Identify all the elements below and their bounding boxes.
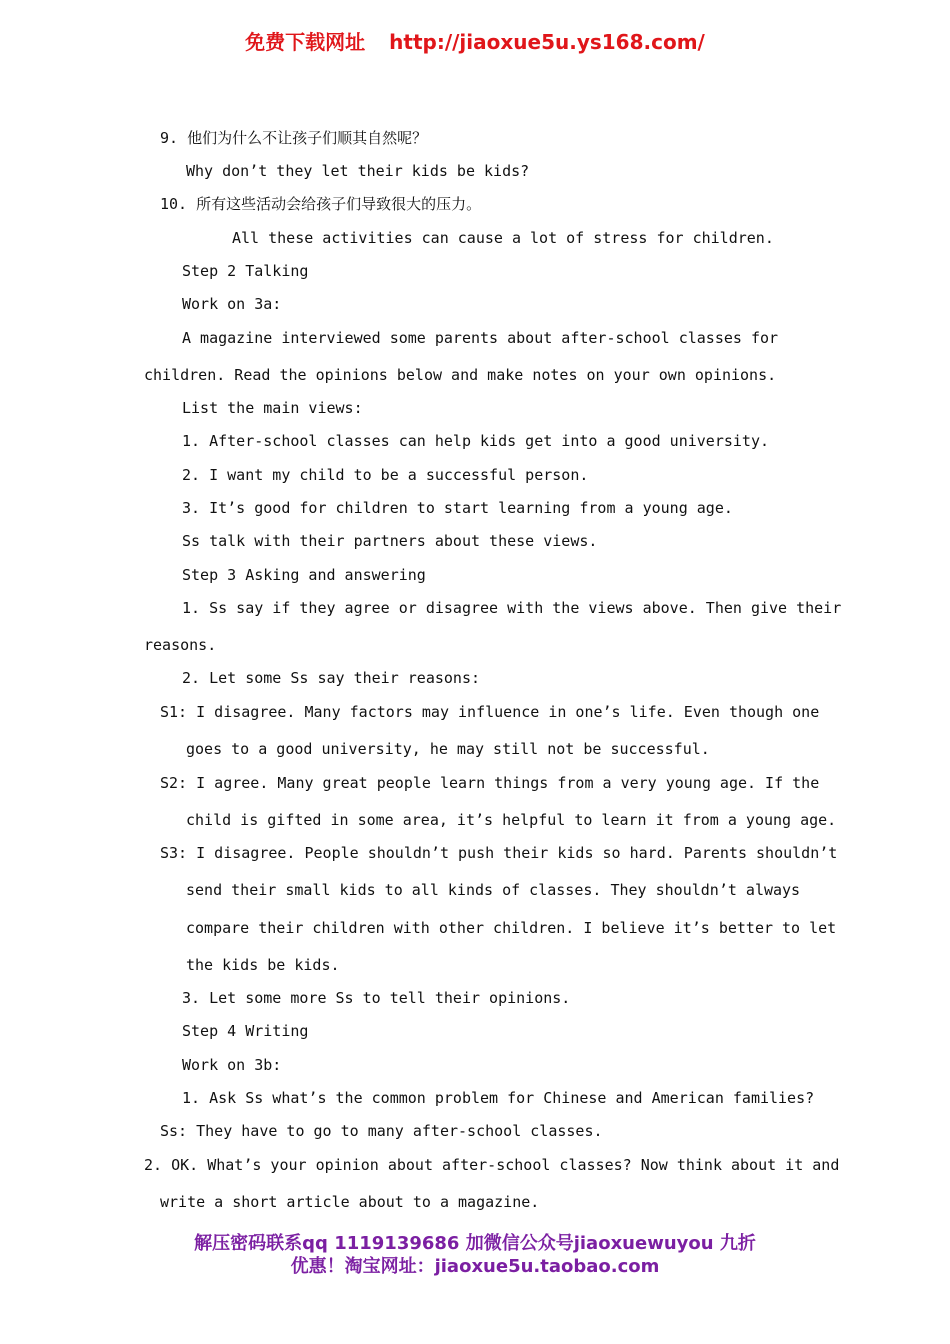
list-item: 1. After-school classes can help kids get into a good university. <box>182 432 769 450</box>
dialogue-line: S3: I disagree. People shouldn’t push their kids so hard. Parents shouldn’t <box>160 844 838 862</box>
dialogue-line: the kids be kids. <box>186 956 340 974</box>
dialogue-line: goes to a good university, he may still not be successful. <box>186 740 710 758</box>
list-item: 1. Ask Ss what’s the common problem for Chinese and American families? <box>182 1089 815 1107</box>
list-item: 1. Ss say if they agree or disagree with the views above. Then give their <box>182 599 842 617</box>
list-item: 3. It’s good for children to start learning from a young age. <box>182 499 733 517</box>
dialogue-line: S1: I disagree. Many factors may influence in one’s life. Even though one <box>160 703 820 721</box>
dialogue-line: send their small kids to all kinds of classes. They shouldn’t always <box>186 881 801 899</box>
text-line: 10. 所有这些活动会给孩子们导致很大的压力。 <box>160 195 482 213</box>
text-line: reasons. <box>144 636 217 654</box>
dialogue-line: Ss: They have to go to many after-school classes. <box>160 1122 603 1140</box>
footer-line-1: 解压密码联系qq 1119139686 加微信公众号jiaoxuewuyou 九折 <box>194 1233 756 1254</box>
page-header <box>0 26 950 55</box>
header-url-link[interactable]: http://jiaoxue5u.ys168.com/ <box>389 30 705 54</box>
header-label: 免费下载网址 <box>245 30 366 54</box>
text-line: write a short article about to a magazine. <box>160 1193 540 1211</box>
text-line: children. Read the opinions below and make notes on your own opinions. <box>144 366 777 384</box>
text-line: All these activities can cause a lot of stress for children. <box>232 229 774 247</box>
step-heading: Step 3 Asking and answering <box>182 566 426 584</box>
list-item: 2. Let some Ss say their reasons: <box>182 669 481 687</box>
text-line: 9. 他们为什么不让孩子们顺其自然呢？ <box>160 129 428 147</box>
text-line: Work on 3a: <box>182 295 282 313</box>
dialogue-line: child is gifted in some area, it’s helpful to learn it from a young age. <box>186 811 837 829</box>
step-heading: Step 2 Talking <box>182 262 309 280</box>
text-line: Ss talk with their partners about these views. <box>182 532 598 550</box>
footer-line-2: 优惠！淘宝网址：jiaoxue5u.taobao.com <box>290 1256 660 1277</box>
step-heading: Step 4 Writing <box>182 1022 309 1040</box>
list-item: 2. I want my child to be a successful person. <box>182 466 589 484</box>
dialogue-line: S2: I agree. Many great people learn things from a very young age. If the <box>160 774 820 792</box>
text-line: List the main views: <box>182 399 363 417</box>
list-item: 2. OK. What’s your opinion about after-school classes? Now think about it and <box>144 1156 840 1174</box>
text-line: A magazine interviewed some parents about after-school classes for <box>182 329 779 347</box>
text-line: Work on 3b: <box>182 1056 282 1074</box>
dialogue-line: compare their children with other children. I believe it’s better to let <box>186 919 837 937</box>
list-item: 3. Let some more Ss to tell their opinions. <box>182 989 571 1007</box>
text-line: Why don’t they let their kids be kids? <box>186 162 530 180</box>
